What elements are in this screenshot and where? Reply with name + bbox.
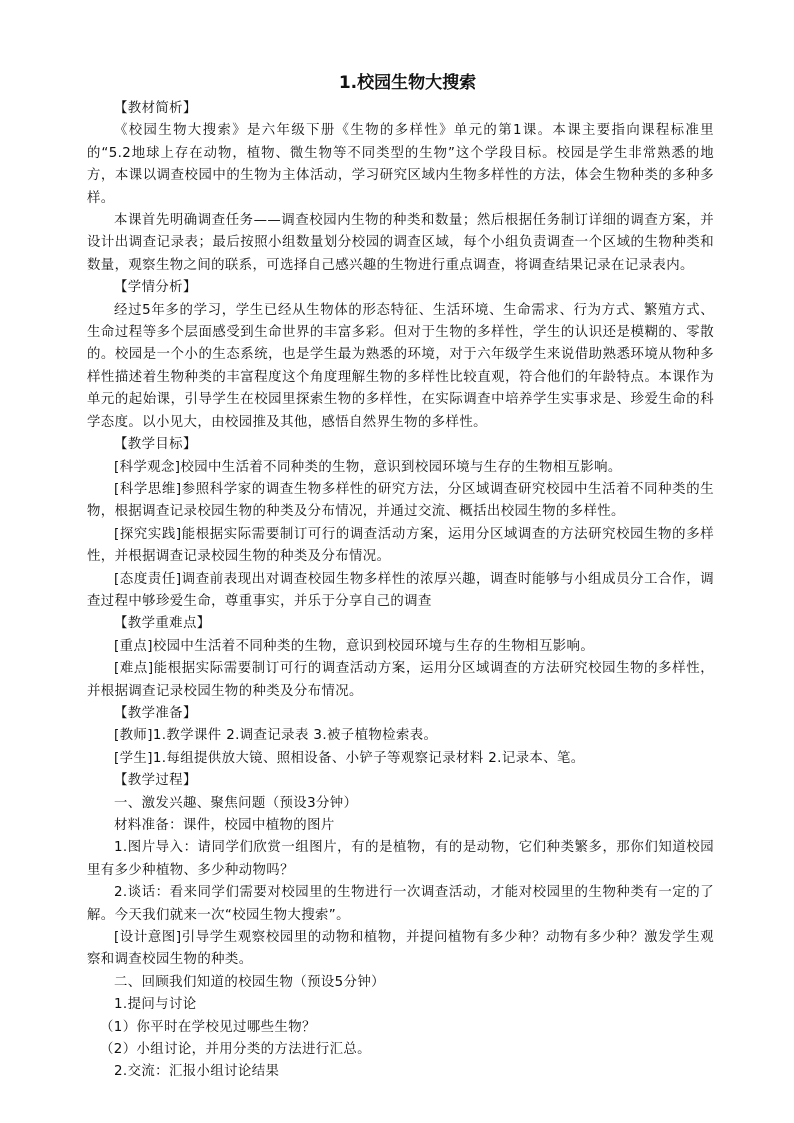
document-title: 1.校园生物大搜索 [338, 73, 477, 93]
paragraph: [学生]1.每组提供放大镜、照相设备、小铲子等观察记录材料 2.记录本、笔。 [114, 750, 585, 766]
paragraph: 本课首先明确调查任务——调查校园内生物的种类和数量；然后根据任务制订详细的调查方案，并设计出调查记录表；最后按照小组数量划分校园的调查区域，每个小组负责调查一个区域的生物种类和数量，观察生物之间的联系，可选择自己感兴趣的生物进行重点调查，将调查结果记录在记录表内。 [87, 213, 714, 273]
section-heading: 二、回顾我们知道的校园生物（预设5分钟） [114, 974, 385, 990]
paragraph: 1.提问与讨论 [114, 997, 197, 1013]
paragraph: [态度责任]调查前表现出对调查校园生物多样性的浓厚兴趣，调查时能够与小组成员分工合作，调查过程中够珍爱生命，尊重事实，并乐于分享自己的调查 [87, 571, 714, 609]
paragraph: （2）小组讨论，并用分类的方法进行汇总。 [100, 1042, 371, 1058]
paragraph: [探究实践]能根据实际需要制订可行的调查活动方案，运用分区域调查的方法研究校园生物的多样性，并根据调查记录校园生物的种类及分布情况。 [87, 526, 714, 565]
paragraph: [科学观念]校园中生活着不同种类的生物，意识到校园环境与生存的生物相互影响。 [114, 459, 622, 475]
paragraph: [科学思维]参照科学家的调查生物多样性的研究方法，分区域调查研究校园中生活着不同种类的生物，根据调查记录校园生物的种类及分布情况，并通过交流、概括出校园生物的多样性。 [87, 481, 714, 520]
paragraph: 一、激发兴趣、聚焦问题（预设3分钟） [114, 795, 358, 811]
paragraph: （1）你平时在学校见过哪些生物？ [100, 1019, 316, 1035]
paragraph: [难点]能根据实际需要制订可行的调查活动方案，运用分区域调查的方法研究校园生物的多样性，并根据调查记录校园生物的种类及分布情况。 [87, 661, 714, 699]
section-heading: 【教学准备】 [114, 705, 197, 721]
section-heading: 【教学重难点】 [114, 616, 211, 632]
document-body [87, 98, 714, 1084]
paragraph: 材料准备：课件，校园中植物的图片 [114, 818, 335, 833]
paragraph: 1.图片导入：请同学们欣赏一组图片，有的是植物，有的是动物，它们种类繁多，那你们知道校园里有多少种植物、多少种动物吗？ [87, 840, 714, 878]
paragraph: 2.谈话：看来同学们需要对校园里的生物进行一次调查活动，才能对校园里的生物种类有一定的了解。今天我们就来一次“校园生物大搜索”。 [87, 885, 714, 923]
section-heading: 【教学过程】 [114, 773, 197, 789]
paragraph: 2.交流：汇报小组讨论结果 [114, 1064, 280, 1080]
section-heading: 【教学目标】 [114, 437, 197, 453]
paragraph: [重点]校园中生活着不同种类的生物，意识到校园环境与生存的生物相互影响。 [114, 638, 595, 654]
section-heading: 【教材简析】 [114, 101, 197, 116]
paragraph: [教师]1.教学课件 2.调查记录表 3.被子植物检索表。 [114, 728, 438, 744]
section-heading: 【学情分析】 [114, 280, 197, 296]
paragraph: 经过5年多的学习，学生已经从生物体的形态特征、生活环境、生命需求、行为方式、繁殖方式、生命过程等多个层面感受到生命世界的丰富多彩。但对于生物的多样性，学生的认识还是模糊的、零散的。校园是一个小的生态系统，也是学生最为熟悉的环境，对于六年级学生来说借助熟悉环境从物种多样性描述着生物种类的丰富程度这个角度理解生物的多样性比较直观，符合他们的年龄特点。本课作为单元的起始课，引导学生在校园里探索生物的多样性，在实际调查中培养学生实事求是、珍爱生命的科学态度。以小见大，由校园推及其他，感悟自然界生物的多样性。 [87, 302, 714, 430]
paragraph: [设计意图]引导学生观察校园里的动物和植物，并提问植物有多少种？动物有多少种？激发学生观察和调查校园生物的种类。 [87, 930, 714, 968]
paragraph: 《校园生物大搜索》是六年级下册《生物的多样性》单元的第1课。本课主要指向课程标准里的“5.2地球上存在动物，植物、微生物等不同类型的生物”这个学段目标。校园是学生非常熟悉的地方，本课以调查校园中的生物为主体活动，学习研究区域内生物多样性的方法，体会生物种类的多种多样。 [87, 123, 714, 206]
